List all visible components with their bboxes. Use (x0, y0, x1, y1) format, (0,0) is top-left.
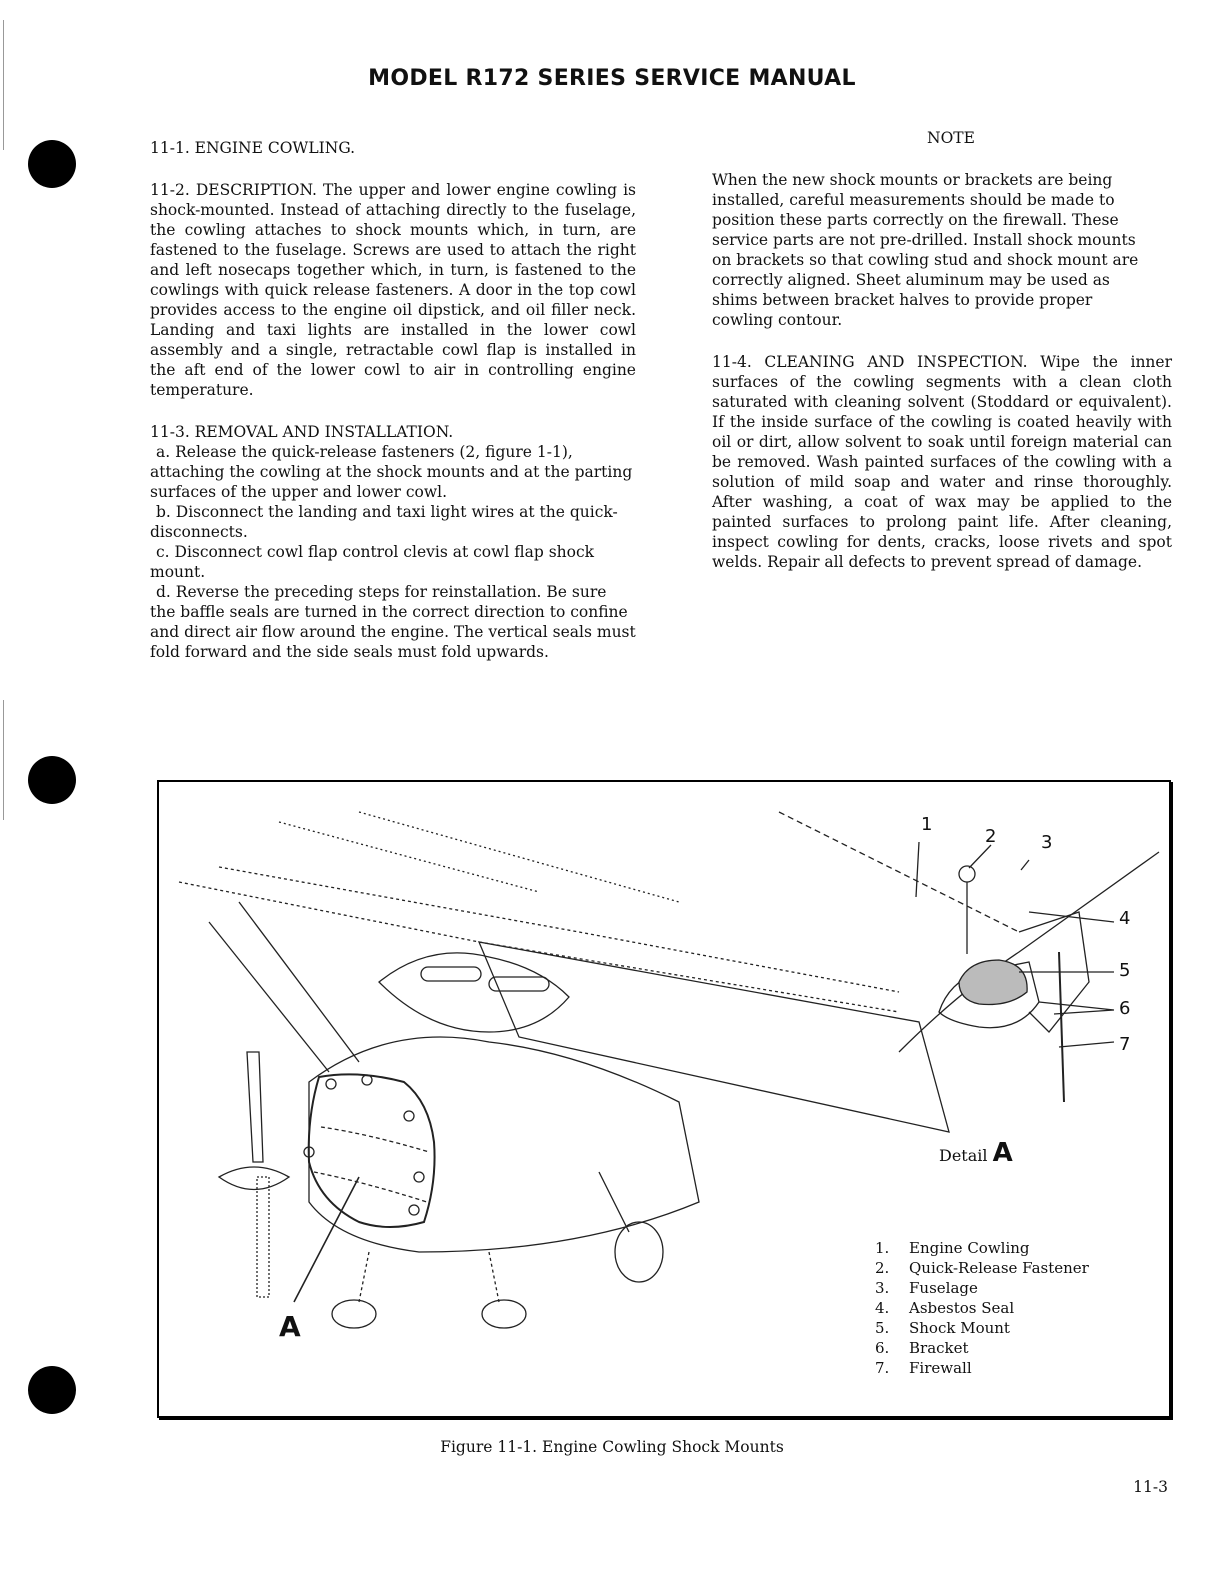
legend-item: 5. Shock Mount (875, 1319, 1010, 1337)
legend-item: 1. Engine Cowling (875, 1239, 1030, 1257)
right-column (712, 128, 1172, 594)
step-c: c. Disconnect cowl flap control clevis at cowl flap shock mount. (150, 543, 595, 581)
detail-label-text: Detail (939, 1146, 988, 1165)
edge-mark (3, 700, 4, 820)
legend-item: 2. Quick-Release Fastener (875, 1259, 1089, 1277)
edge-mark (3, 20, 4, 150)
callout-6: 6 (1119, 998, 1131, 1019)
step-d: d. Reverse the preceding steps for reinstallation. Be sure the baffle seals are turned in the correct direction to confine and direct air flow around the engine. The vertical seals must fold forward and the side seals must fold upwards. (150, 583, 636, 661)
view-a-callout: A (279, 1310, 301, 1343)
binder-hole-top (28, 140, 76, 188)
callout-4: 4 (1119, 908, 1131, 929)
figure-caption: Figure 11-1. Engine Cowling Shock Mounts (440, 1438, 784, 1456)
figure-frame (157, 780, 1171, 1418)
detail-a-label (939, 1138, 1013, 1168)
callout-3: 3 (1041, 832, 1053, 853)
figure-legend (875, 1238, 1089, 1378)
left-column (150, 138, 636, 662)
section-11-4-cleaning: 11-4. CLEANING AND INSPECTION. Wipe the inner surfaces of the cowling segments with a clean cloth saturated with cleaning solvent (Stoddard or equivalent). If the inside surface of the cowling is coated heavily with oil or dirt, allow solvent to soak until foreign material can be removed. Wash painted surfaces of the cowling with a solution of mild soap and water and rinse thoroughly. After washing, a coat of wax may be applied to the painted surfaces to prolong paint life. After cleaning, inspect cowling for dents, cracks, loose rivets and spot welds. Repair all defects to prevent spread of damage. (712, 353, 1172, 571)
step-a: a. Release the quick-release fasteners (2, figure 1-1), attaching the cowling at the shock mounts and at the parting surfaces of the upper and lower cowl. (150, 443, 633, 501)
detail-letter: A (992, 1138, 1013, 1168)
binder-hole-bottom (28, 1366, 76, 1414)
section-11-3-heading: 11-3. REMOVAL AND INSTALLATION. (150, 423, 454, 441)
page-header: MODEL R172 SERIES SERVICE MANUAL (368, 66, 856, 91)
callout-7: 7 (1119, 1034, 1131, 1055)
note-body: When the new shock mounts or brackets are being installed, careful measurements should be made to position these parts correctly on the firewall. These service parts are not pre-drilled. Install shock mounts on brackets so that cowling stud and shock mount are correctly aligned. Sheet aluminum may be used as shims between bracket halves to provide proper cowling contour. (712, 171, 1139, 329)
binder-hole-middle (28, 756, 76, 804)
legend-item: 3. Fuselage (875, 1279, 978, 1297)
page-number: 11-3 (1133, 1478, 1168, 1496)
step-b: b. Disconnect the landing and taxi light wires at the quick-disconnects. (150, 503, 618, 541)
callout-5: 5 (1119, 960, 1131, 981)
legend-item: 4. Asbestos Seal (875, 1299, 1015, 1317)
callout-1: 1 (921, 814, 933, 835)
legend-item: 6. Bracket (875, 1339, 969, 1357)
callout-2: 2 (985, 826, 997, 847)
legend-item: 7. Firewall (875, 1359, 972, 1377)
section-11-2-description: 11-2. DESCRIPTION. The upper and lower engine cowling is shock-mounted. Instead of attaching directly to the fuselage, the cowling attaches to shock mounts which, in turn, are fastened to the fuselage. Screws are used to attach the right and left nosecaps together which, in turn, is fastened to the cowlings with quick release fasteners. A door in the top cowl provides access to the engine oil dipstick, and oil filler neck. Landing and taxi lights are installed in the lower cowl assembly and a single, retractable cowl flap is installed in the aft end of the lower cowl to air in controlling engine temperature. (150, 181, 636, 399)
note-title: NOTE (927, 129, 975, 147)
section-11-1-heading: 11-1. ENGINE COWLING. (150, 139, 356, 157)
